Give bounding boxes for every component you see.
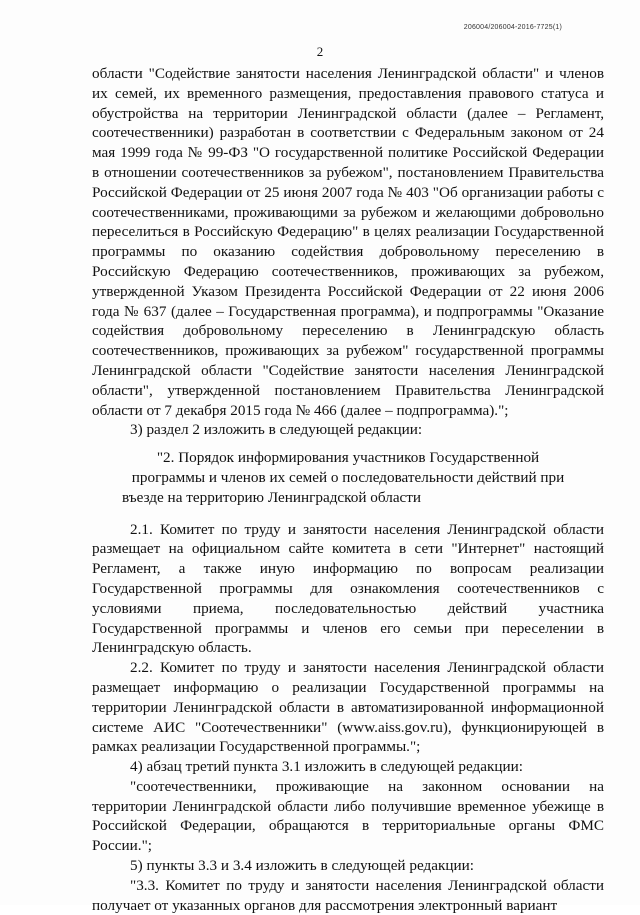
document-body xyxy=(92,64,604,915)
paragraph-regulation-intro: области "Содействие занятости населения Ленинградской области" и членов их семей, их временного размещения, предоставления правового статуса и обустройства на территории Ленинградской области (далее – Регламент, соотечественники) разработан в соответствии с Федеральным законом от 24 мая 1999 года № 99-ФЗ "О государственной политике Российской Федерации в отношении соотечественников за рубежом", постановлением Правительства Российской Федерации от 25 июня 2007 года № 403 "Об организации работы с соотечественниками, проживающими за рубежом и желающими добровольно переселиться в Российскую Федерацию" в целях реализации Государственной программы по оказанию содействия добровольному переселению в Российскую Федерацию соотечественников, проживающих за рубежом, утвержденной Указом Президента Российской Федерации от 22 июня 2006 года № 637 (далее – Государственная программа), и подпрограммы "Оказание содействия добровольному переселению в Ленинградскую область соотечественников, проживающих за рубежом" государственной программы Ленинградской области "Содействие занятости населения Ленинградской области", утвержденной постановлением Правительства Ленинградской области от 7 декабря 2015 года № 466 (далее – подпрограмма)."; xyxy=(92,65,604,419)
paragraph-3-3: "3.3. Комитет по труду и занятости населения Ленинградской области получает от указанных органов для рассмотрения электронный вариант xyxy=(92,876,604,914)
paragraph-compatriots: "соотечественники, проживающие на законном основании на территории Ленинградской области либо получившие временное убежище в Российской Федерации, обращаются в территориальные органы ФМС России."; xyxy=(92,777,604,855)
paragraph-item-3: 3) раздел 2 изложить в следующей редакции: xyxy=(130,421,423,439)
paragraph-item-5: 5) пункты 3.3 и 3.4 изложить в следующей редакции: xyxy=(130,857,474,875)
paragraph-2-1: 2.1. Комитет по труду и занятости населения Ленинградской области размещает на официальном сайте комитета в сети "Интернет" настоящий Регламент, а также иную информацию по вопросам реализации Государственной программы для ознакомления соотечественников с условиями приема, последовательностью действий участника Государственной программы и членов его семьи при переселении в Ленинградскую область. xyxy=(92,520,604,657)
paragraph-item-4: 4) абзац третий пункта 3.1 изложить в следующей редакции: xyxy=(130,758,523,776)
paragraph-2-2: 2.2. Комитет по труду и занятости населения Ленинградской области размещает информацию о реализации Государственной программы на территории Ленинградской области в автоматизированной информационной системе АИС "Соотечественники" (www.aiss.gov.ru), функционирующей в рамках реализации Государственной программы."; xyxy=(92,659,604,756)
page-number: 2 xyxy=(316,44,324,59)
document-id: 206004/206004-2016-7725(1) xyxy=(463,24,562,31)
section-heading: "2. Порядок информирования участников Государственной программы и членов их семей о последовательности действий при въезде на территорию Ленинградской области xyxy=(122,449,565,506)
